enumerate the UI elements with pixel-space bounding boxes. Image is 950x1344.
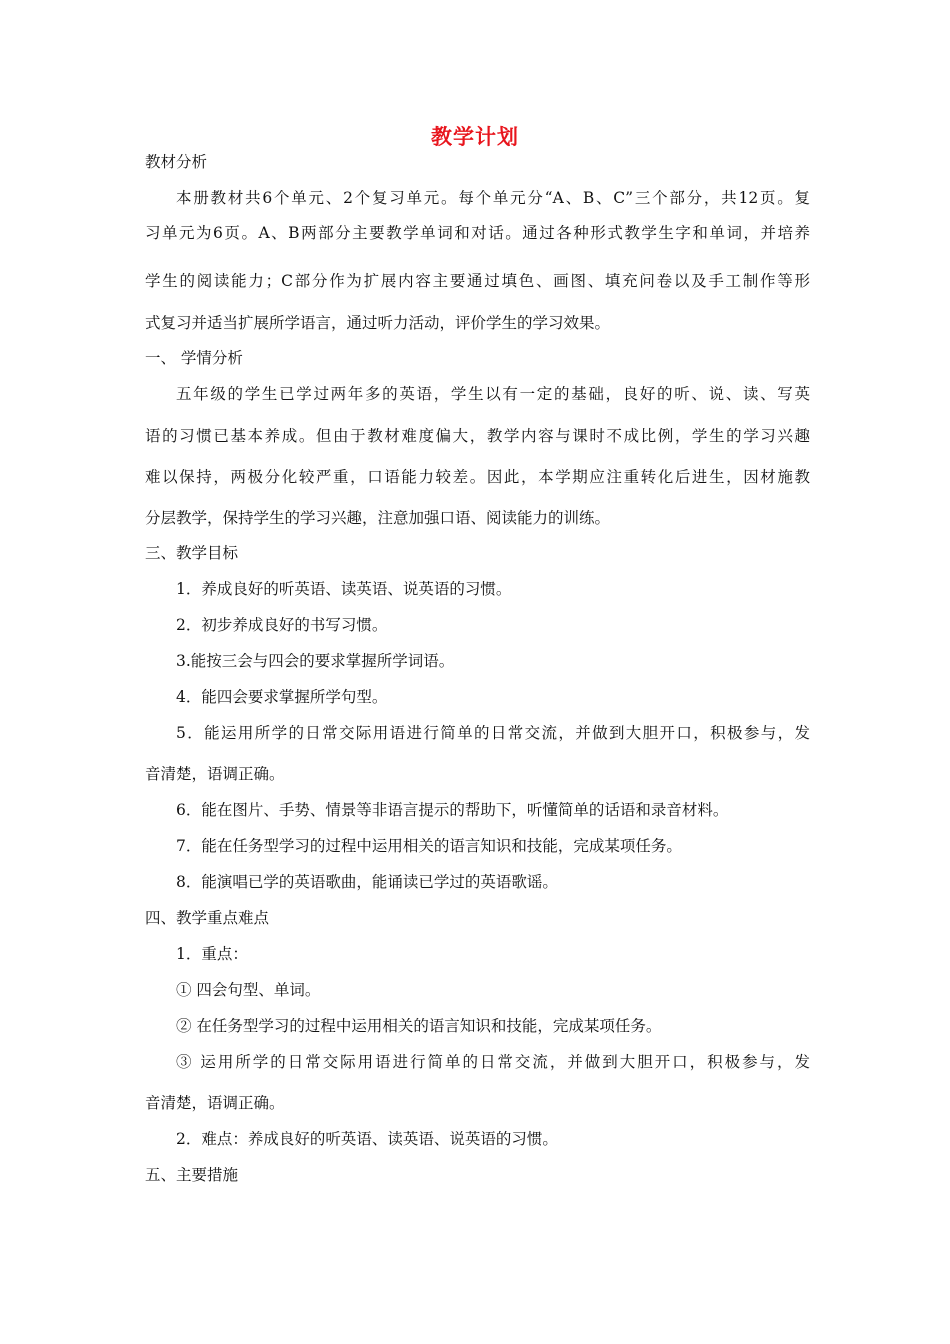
list-item: 2．初步养成良好的书写习惯。 — [176, 616, 388, 634]
paragraph-line: 式复习并适当扩展所学语言，通过听力活动，评价学生的学习效果。 — [145, 314, 611, 332]
list-item: 1．养成良好的听英语、读英语、说英语的习惯。 — [176, 580, 512, 598]
list-item: ② 在任务型学习的过程中运用相关的语言知识和技能，完成某项任务。 — [176, 1017, 662, 1035]
section-heading: 教材分析 — [145, 153, 208, 171]
list-item: 1．重点： — [176, 945, 248, 963]
list-item: ① 四会句型、单词。 — [176, 981, 321, 999]
paragraph-line: 五年级的学生已学过两年多的英语，学生以有一定的基础，良好的听、说、读、写英 — [176, 385, 810, 403]
section-heading: 一、 学情分析 — [145, 349, 243, 367]
section-heading: 三、教学目标 — [145, 544, 239, 562]
paragraph-line: 习单元为6页。A、B两部分主要教学单词和对话。通过各种形式教学生字和单词，并培养 — [145, 224, 810, 242]
page-title: 教学计划 — [431, 125, 519, 149]
paragraph-line: 本册教材共6个单元、2个复习单元。每个单元分“A、B、C”三个部分，共12页。复 — [176, 189, 810, 207]
section-heading: 四、教学重点难点 — [145, 909, 270, 927]
section-heading: 五、主要措施 — [145, 1166, 239, 1184]
paragraph-line: 难以保持，两极分化较严重，口语能力较差。因此，本学期应注重转化后进生，因材施教 — [145, 468, 810, 486]
list-item: 2．难点：养成良好的听英语、读英语、说英语的习惯。 — [176, 1130, 558, 1148]
list-item: 4．能四会要求掌握所学句型。 — [176, 688, 388, 706]
paragraph-line: 语的习惯已基本养成。但由于教材难度偏大，教学内容与课时不成比例，学生的学习兴趣 — [145, 427, 810, 445]
list-item: 8．能演唱已学的英语歌曲，能诵读已学过的英语歌谣。 — [176, 873, 558, 891]
list-item: 7．能在任务型学习的过程中运用相关的语言知识和技能，完成某项任务。 — [176, 837, 682, 855]
list-item-continuation: 音清楚，语调正确。 — [145, 765, 285, 783]
paragraph-line: 分层教学，保持学生的学习兴趣，注意加强口语、阅读能力的训练。 — [145, 509, 611, 527]
list-item-continuation: 音清楚，语调正确。 — [145, 1094, 285, 1112]
list-item: 3.能按三会与四会的要求掌握所学词语。 — [176, 652, 455, 670]
list-item: ③ 运用所学的日常交际用语进行简单的日常交流，并做到大胆开口，积极参与，发 — [176, 1053, 810, 1071]
list-item: 5．能运用所学的日常交际用语进行简单的日常交流，并做到大胆开口，积极参与，发 — [176, 724, 810, 742]
list-item: 6．能在图片、手势、情景等非语言提示的帮助下，听懂简单的话语和录音材料。 — [176, 801, 729, 819]
paragraph-line: 学生的阅读能力；C部分作为扩展内容主要通过填色、画图、填充问卷以及手工制作等形 — [145, 272, 810, 290]
